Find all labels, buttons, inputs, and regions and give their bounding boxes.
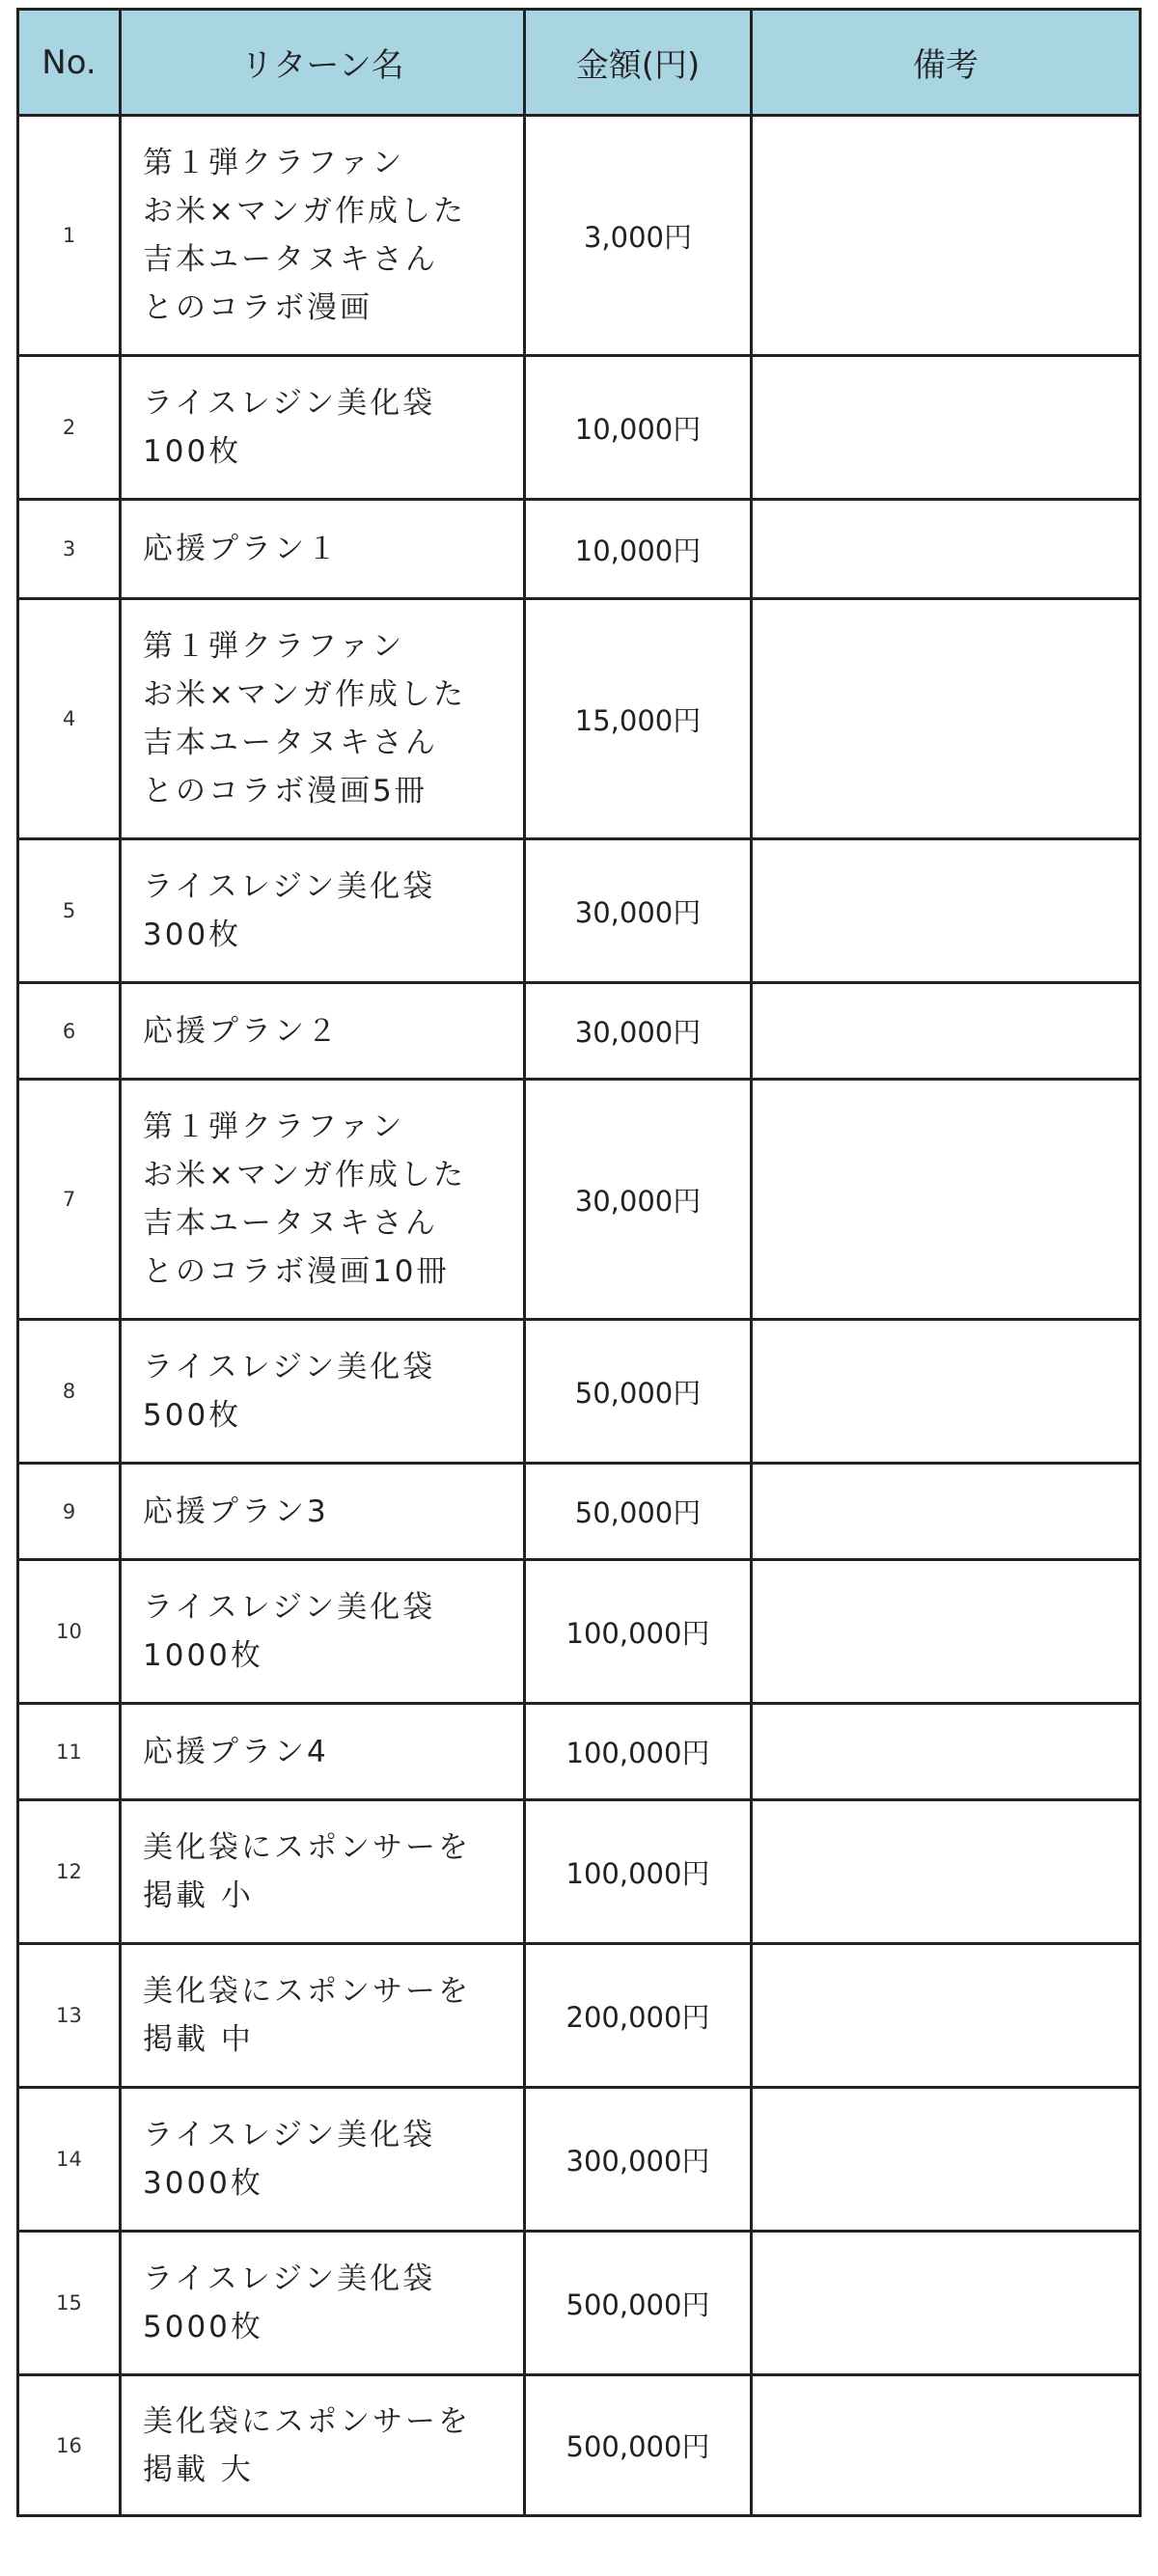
row-number	[19, 1705, 119, 1798]
amount-text: 10,000円	[574, 412, 702, 446]
memo	[750, 600, 1139, 837]
memo	[750, 1945, 1139, 2086]
amount-text: 30,000円	[574, 895, 702, 929]
row-number-text: 1	[62, 224, 76, 247]
return-name-text: 応援プラン１	[143, 532, 340, 566]
amount-text: 100,000円	[565, 1616, 710, 1650]
amount-text: 15,000円	[574, 703, 702, 737]
return-name-text: ライスレジン美化袋 300枚	[143, 869, 436, 952]
row-number-text: 10	[56, 1620, 82, 1643]
amount-text: 50,000円	[574, 1376, 702, 1410]
row-number	[19, 840, 119, 981]
row-number-text: 3	[62, 537, 76, 561]
table-row	[19, 1078, 1139, 1318]
memo	[750, 117, 1139, 354]
memo	[750, 357, 1139, 498]
return-name-text: 応援プラン3	[143, 1494, 329, 1529]
amount-text: 100,000円	[565, 1856, 710, 1890]
memo	[750, 840, 1139, 981]
return-name-text: 第１弾クラファン お米×マンガ作成した 吉本ユータヌキさん とのコラボ漫画10冊	[143, 1110, 466, 1289]
amount	[523, 2089, 750, 2230]
table-row	[19, 1558, 1139, 1702]
return-name-text: ライスレジン美化袋 3000枚	[143, 2118, 436, 2201]
return-name	[119, 840, 523, 981]
return-name	[119, 1561, 523, 1702]
amount-text: 200,000円	[565, 2000, 710, 2034]
amount	[523, 984, 750, 1078]
amount-text: 500,000円	[565, 2430, 710, 2463]
row-number	[19, 501, 119, 597]
table-row	[19, 2230, 1139, 2373]
memo	[750, 1465, 1139, 1558]
row-number	[19, 1321, 119, 1462]
memo	[750, 1705, 1139, 1798]
return-name-text: 第１弾クラファン お米×マンガ作成した 吉本ユータヌキさん とのコラボ漫画	[143, 146, 466, 325]
table-row	[19, 1318, 1139, 1462]
row-number-text: 16	[56, 2433, 82, 2457]
memo	[750, 2089, 1139, 2230]
table-row	[19, 354, 1139, 498]
table-row	[19, 2373, 1139, 2514]
return-name	[119, 1321, 523, 1462]
memo	[750, 984, 1139, 1078]
row-number	[19, 600, 119, 837]
amount	[523, 1705, 750, 1798]
table-row	[19, 114, 1139, 354]
table-row	[19, 837, 1139, 981]
row-number-text: 15	[56, 2291, 82, 2315]
row-number-text: 8	[62, 1380, 76, 1403]
return-name	[119, 117, 523, 354]
table-header-row	[19, 11, 1139, 114]
table-row	[19, 1462, 1139, 1558]
return-name	[119, 357, 523, 498]
row-number-text: 4	[62, 707, 76, 730]
row-number	[19, 1561, 119, 1702]
row-number	[19, 2233, 119, 2373]
row-number-text: 2	[62, 416, 76, 439]
amount	[523, 1081, 750, 1318]
memo	[750, 2233, 1139, 2373]
return-name	[119, 1945, 523, 2086]
row-number	[19, 1465, 119, 1558]
table-row	[19, 597, 1139, 837]
memo	[750, 1321, 1139, 1462]
amount	[523, 357, 750, 498]
return-name	[119, 501, 523, 597]
row-number	[19, 357, 119, 498]
return-name-text: 美化袋にスポンサーを 掲載 小	[143, 1830, 471, 1913]
amount-text: 300,000円	[565, 2144, 710, 2178]
amount	[523, 1945, 750, 2086]
row-number-text: 11	[56, 1740, 82, 1764]
amount	[523, 840, 750, 981]
return-name	[119, 2089, 523, 2230]
row-number	[19, 1081, 119, 1318]
amount	[523, 1321, 750, 1462]
return-name	[119, 1801, 523, 1942]
table-row	[19, 1798, 1139, 1942]
row-number-text: 5	[62, 899, 76, 922]
return-name-text: 第１弾クラファン お米×マンガ作成した 吉本ユータヌキさん とのコラボ漫画5冊	[143, 629, 466, 808]
amount-text: 3,000円	[583, 220, 693, 254]
row-number	[19, 984, 119, 1078]
amount	[523, 600, 750, 837]
row-number	[19, 2089, 119, 2230]
amount-text: 30,000円	[574, 1184, 702, 1218]
return-name	[119, 1465, 523, 1558]
amount-text: 30,000円	[574, 1016, 702, 1049]
header-memo: 備考	[750, 11, 1139, 114]
row-number-text: 14	[56, 2148, 82, 2171]
header-no: No.	[41, 42, 96, 82]
memo	[750, 2376, 1139, 2514]
row-number-text: 12	[56, 1860, 82, 1883]
return-name	[119, 2233, 523, 2373]
header-return-name: リターン名	[119, 11, 523, 114]
table-row	[19, 1942, 1139, 2086]
amount-text: 500,000円	[565, 2288, 710, 2321]
return-name-text: 美化袋にスポンサーを 掲載 中	[143, 1974, 471, 2057]
amount	[523, 2376, 750, 2514]
return-name-text: ライスレジン美化袋 1000枚	[143, 1590, 436, 1673]
row-number	[19, 1801, 119, 1942]
row-number	[19, 1945, 119, 2086]
amount	[523, 1465, 750, 1558]
row-number-text: 6	[62, 1019, 76, 1043]
amount-text: 10,000円	[574, 534, 702, 567]
return-name	[119, 1705, 523, 1798]
return-name	[119, 2376, 523, 2514]
memo	[750, 1801, 1139, 1942]
row-number-text: 9	[62, 1499, 76, 1523]
return-name	[119, 1081, 523, 1318]
memo	[750, 1561, 1139, 1702]
table-row	[19, 2086, 1139, 2230]
amount	[523, 1561, 750, 1702]
return-name-text: 応援プラン２	[143, 1013, 340, 1049]
return-name-text: ライスレジン美化袋 500枚	[143, 1350, 436, 1433]
row-number-text: 13	[56, 2004, 82, 2027]
returns-table	[16, 8, 1142, 2517]
amount	[523, 2233, 750, 2373]
return-name	[119, 984, 523, 1078]
amount-text: 50,000円	[574, 1496, 702, 1529]
return-name-text: 美化袋にスポンサーを 掲載 大	[143, 2403, 471, 2487]
amount-text: 100,000円	[565, 1737, 710, 1769]
return-name-text: ライスレジン美化袋 5000枚	[143, 2261, 436, 2344]
table-row	[19, 981, 1139, 1078]
header-amount: 金額(円)	[523, 11, 750, 114]
amount	[523, 117, 750, 354]
table-row	[19, 1702, 1139, 1798]
amount	[523, 501, 750, 597]
return-name-text: 応援プラン4	[143, 1734, 329, 1769]
table-row	[19, 498, 1139, 597]
memo	[750, 501, 1139, 597]
return-name-text: ライスレジン美化袋 100枚	[143, 386, 436, 469]
table-body	[19, 114, 1139, 2514]
memo	[750, 1081, 1139, 1318]
return-name	[119, 600, 523, 837]
amount	[523, 1801, 750, 1942]
row-number-text: 7	[62, 1188, 76, 1211]
row-number	[19, 2376, 119, 2514]
row-number	[19, 117, 119, 354]
